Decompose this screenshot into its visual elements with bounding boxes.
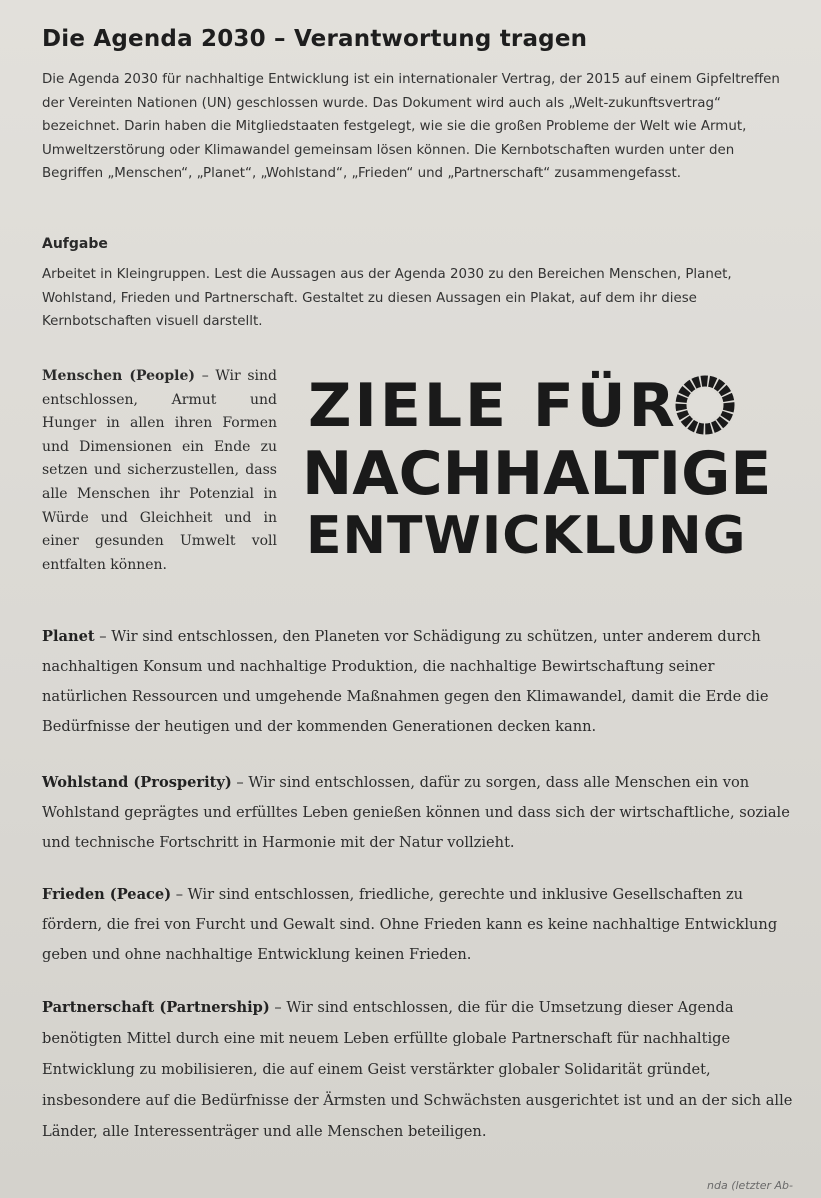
sdg-logo-line-3: ENTWICKLUNG [306,506,747,566]
prosperity-paragraph [42,768,797,858]
partnership-paragraph [42,992,797,1147]
prosperity-text: – Wir sind entschlossen, dafür zu sorgen, dass alle Menschen ein von Wohlstand geprägtes und erfülltes Leben genießen können und dass sich der wirtschaftliche, soziale und technische Fortschritt in Harmonie mit der Natur vollzieht. [42,774,790,851]
peace-text: – Wir sind entschlossen, friedliche, gerechte und inklusive Gesellschaften zu fördern, die frei von Furcht und Gewalt sind. Ohne Frieden kann es keine nachhaltige Entwicklung geben und ohne nachhaltige Entwicklung keinen Frieden. [42,886,778,963]
peace-paragraph [42,880,797,970]
partnership-text: – Wir sind entschlossen, die für die Umsetzung dieser Agenda benötigten Mittel durch eine mit neuem Leben erfüllte globale Partnerschaft für nachhaltige Entwicklung zu mobilisieren, die auf einem Geist verstärkter globaler Solidarität gründet, insbesondere auf die Bedürfnisse der Ärmsten und Schwächsten ausgerichtet ist und an der sich alle Länder, alle Interessenträger und alle Menschen beteiligen. [42,999,793,1140]
partnership-label: Partnerschaft (Partnership) [42,999,270,1016]
planet-label: Planet [42,628,95,645]
intro-paragraph: Die Agenda 2030 für nachhaltige Entwicklung ist ein internationaler Vertrag, der 2015 auf einem Gipfeltreffen der Vereinten Nationen (UN) geschlossen wurde. Das Dokument wird auch als „Welt-zukunftsvertrag“ bezeichnet. Darin haben die Mitgliedstaaten festgelegt, wie sie die großen Probleme der Welt wie Armut, Umweltzerstörung oder Klimawandel gemeinsam lösen können. Die Kernbotschaften wurden unter den Begriffen „Menschen“, „Planet“, „Wohlstand“, „Frieden“ und „Partnerschaft“ zusammengefasst. [42,72,780,181]
footer-fragment: nda (letzter Ab- [707,1179,793,1192]
sdg-wheel-icon [670,370,740,440]
peace-label: Frieden (Peace) [42,886,172,903]
people-label: Menschen (People) [42,368,196,384]
sdg-logo [296,370,786,566]
sdg-logo-line-1: ZIELE FÜR [308,371,678,441]
people-paragraph [42,365,277,577]
prosperity-label: Wohlstand (Prosperity) [42,774,232,791]
sdg-logo-line-2: NACHHALTIGE [302,439,772,509]
planet-paragraph [42,622,797,742]
task-heading: Aufgabe [42,236,108,252]
task-text: Arbeitet in Kleingruppen. Lest die Aussagen aus der Agenda 2030 zu den Bereichen Menschen, Planet, Wohlstand, Frieden und Partnerschaft. Gestaltet zu diesen Aussagen ein Plakat, auf dem ihr diese Kernbotschaften visuell darstellt. [42,267,732,329]
page-title: Die Agenda 2030 – Verantwortung tragen [42,26,588,52]
planet-text: – Wir sind entschlossen, den Planeten vor Schädigung zu schützen, unter anderem durch nachhaltigen Konsum und nachhaltige Produktion, die nachhaltige Bewirtschaftung seiner natürlichen Ressourcen und umgehende Maßnahmen gegen den Klimawandel, damit die Erde die Bedürfnisse der heutigen und der kommenden Generationen decken kann. [42,628,769,735]
people-text: – Wir sind entschlossen, Armut und Hunger in allen ihren Formen und Dimensionen ein Ende zu setzen und sicherzustellen, dass alle Menschen ihr Potenzial in Würde und Gleichheit und in einer gesunden Umwelt voll entfalten können. [42,368,277,573]
